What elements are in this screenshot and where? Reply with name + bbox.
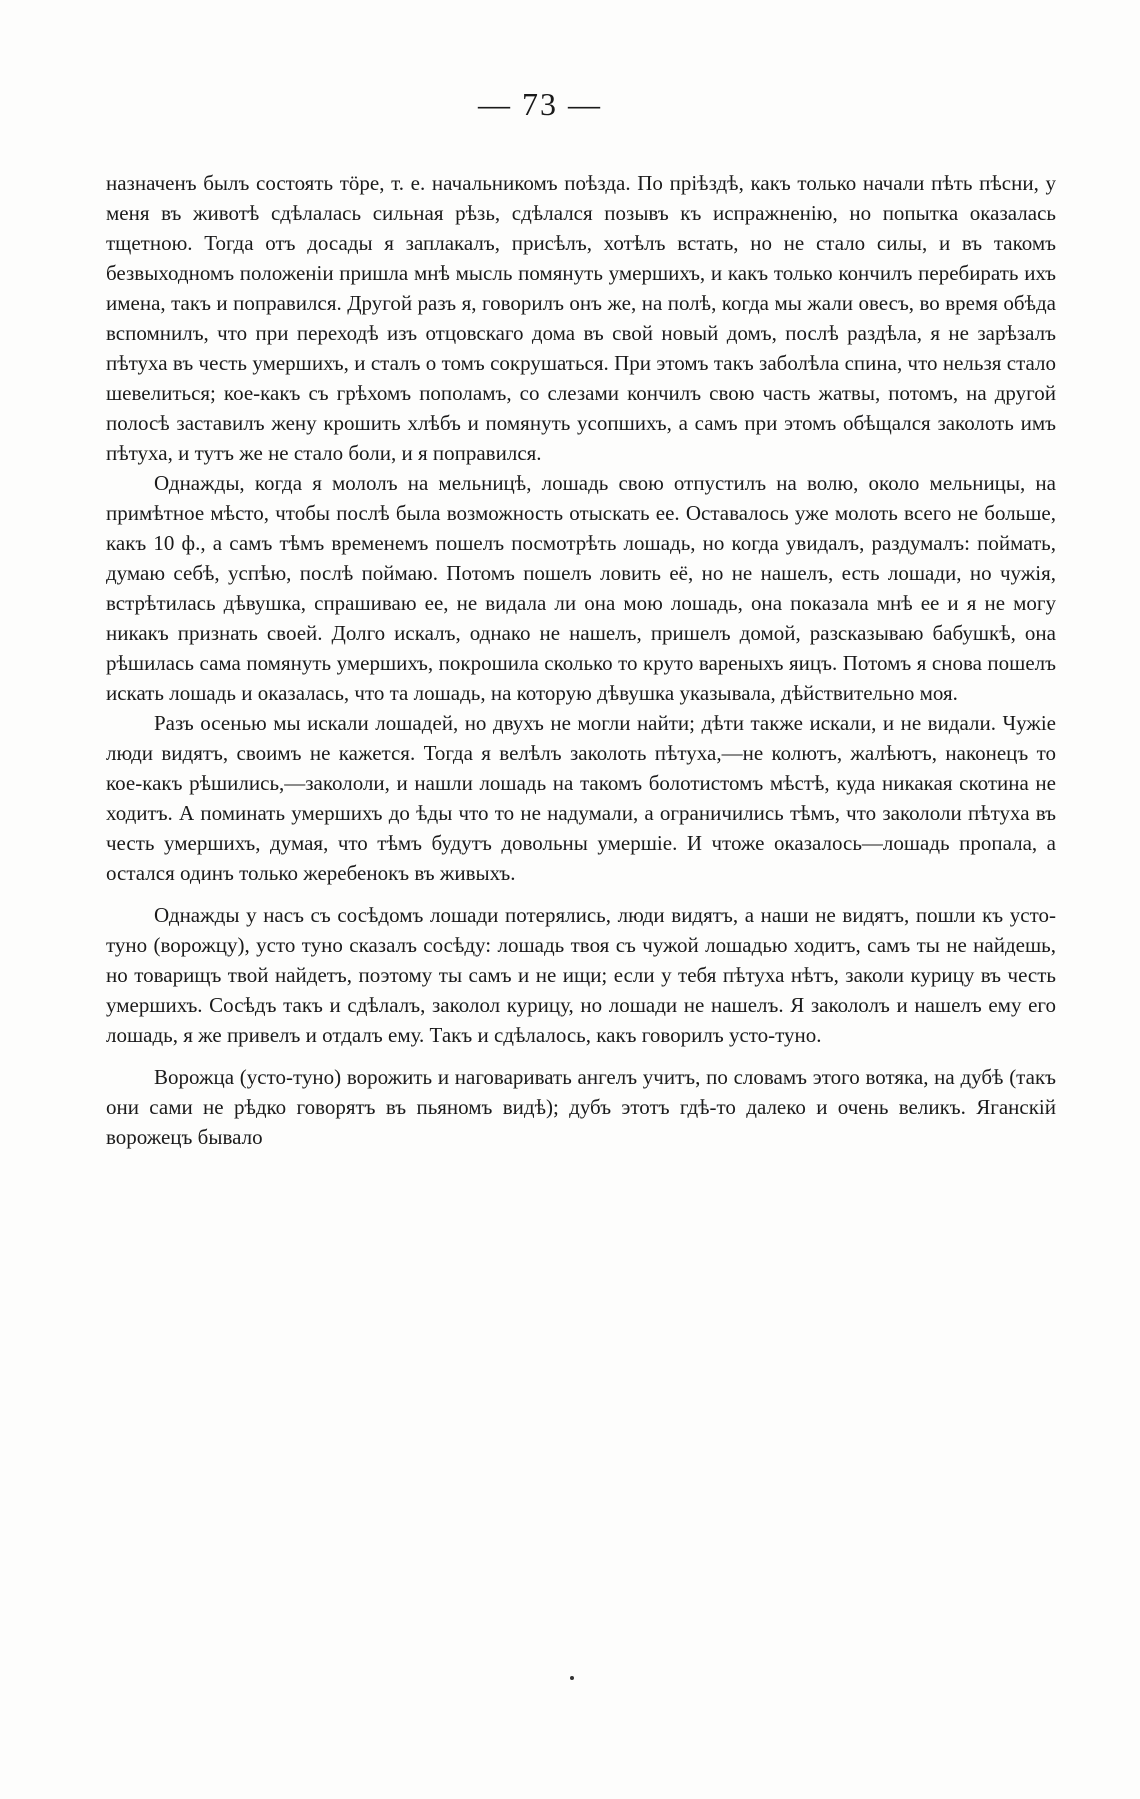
body-text	[106, 168, 1056, 1152]
paragraph-1: назначенъ былъ состоять тӧре, т. е. начальникомъ поѣзда. По пріѣздѣ, какъ только начали пѣть пѣсни, у меня въ животѣ сдѣлалась сильная рѣзь, сдѣлался позывъ къ испражненію, но попытка оказалась тщетною. Тогда отъ досады я заплакалъ, присѣлъ, хотѣлъ встать, но не стало силы, и въ такомъ безвыходномъ положеніи пришла мнѣ мысль помянуть умершихъ, и какъ только кончилъ перебирать ихъ имена, такъ и поправился. Другой разъ я, говорилъ онъ же, на полѣ, когда мы жали овесъ, во время обѣда вспомнилъ, что при переходѣ изъ отцовскаго дома въ свой новый домъ, послѣ раздѣла, я не зарѣзалъ пѣтуха въ честь умершихъ, и сталъ о томъ сокрушаться. При этомъ такъ заболѣла спина, что нельзя стало шевелиться; кое-какъ съ грѣхомъ пополамъ, со слезами кончилъ свою часть жатвы, потомъ, на другой полосѣ заставилъ жену крошить хлѣбъ и помянуть усопшихъ, а самъ при этомъ обѣщался заколоть имъ пѣтуха, и тутъ же не стало боли, и я поправился.	[106, 171, 1056, 465]
paragraph-3: Разъ осенью мы искали лошадей, но двухъ не могли найти; дѣти также искали, и не видали. Чужіе люди видятъ, своимъ не кажется. Тогда я велѣлъ заколоть пѣтуха,—не колютъ, жалѣютъ, наконецъ то кое-какъ рѣшились,—закололи, и нашли лошадь на такомъ болотистомъ мѣстѣ, куда никакая скотина не ходитъ. А поминать умершихъ до ѣды что то не надумали, а ограничились тѣмъ, что закололи пѣтуха въ честь умершихъ, думая, что тѣмъ будутъ довольны умершіе. И чтоже оказалось—лошадь пропала, а остался одинъ только жеребенокъ въ живыхъ.	[106, 711, 1056, 885]
paragraph-5: Ворожца (усто-туно) ворожить и наговаривать ангелъ учитъ, по словамъ этого вотяка, на дубѣ (такъ они сами не рѣдко говорятъ въ пьяномъ видѣ); дубъ этотъ гдѣ-то далеко и очень великъ. Яганскій ворожецъ бывало	[106, 1065, 1056, 1149]
paragraph-4: Однажды у насъ съ сосѣдомъ лошади потерялись, люди видятъ, а наши не видятъ, пошли къ усто-туно (ворожцу), усто туно сказалъ сосѣду: лошадь твоя съ чужой лошадью ходитъ, самъ ты не найдешь, но товарищъ твой найдетъ, поэтому ты самъ и не ищи; если у тебя пѣтуха нѣтъ, заколи курицу въ честь умершихъ. Сосѣдъ такъ и сдѣлалъ, заколол курицу, но лошади не нашелъ. Я закололъ и нашелъ ему его лошадь, я же привелъ и отдалъ ему. Такъ и сдѣлалось, какъ говорилъ усто-туно.	[106, 903, 1056, 1047]
paragraph-2: Однажды, когда я мололъ на мельницѣ, лошадь свою отпустилъ на волю, около мельницы, на примѣтное мѣсто, чтобы послѣ была возможность отыскать ее. Оставалось уже молоть всего не больше, какъ 10 ф., а самъ тѣмъ временемъ пошелъ посмотрѣть лошадь, но когда увидалъ, раздумалъ: поймать, думаю себѣ, успѣю, послѣ поймаю. Потомъ пошелъ ловить её, но не нашелъ, есть лошади, но чужія, встрѣтилась дѣвушка, спрашиваю ее, не видала ли она мою лошадь, она показала мнѣ ее и я не могу никакъ признать своей. Долго искалъ, однако не нашелъ, пришелъ домой, разсказываю бабушкѣ, она рѣшилась сама помянуть умершихъ, покрошила сколько то круто вареныхъ яицъ. Потомъ я снова пошелъ искать лошадь и оказалась, что та лошадь, на которую дѣвушка указывала, дѣйствительно моя.	[106, 471, 1056, 705]
page-number: — 73 —	[478, 86, 602, 122]
print-speck	[570, 1676, 574, 1680]
